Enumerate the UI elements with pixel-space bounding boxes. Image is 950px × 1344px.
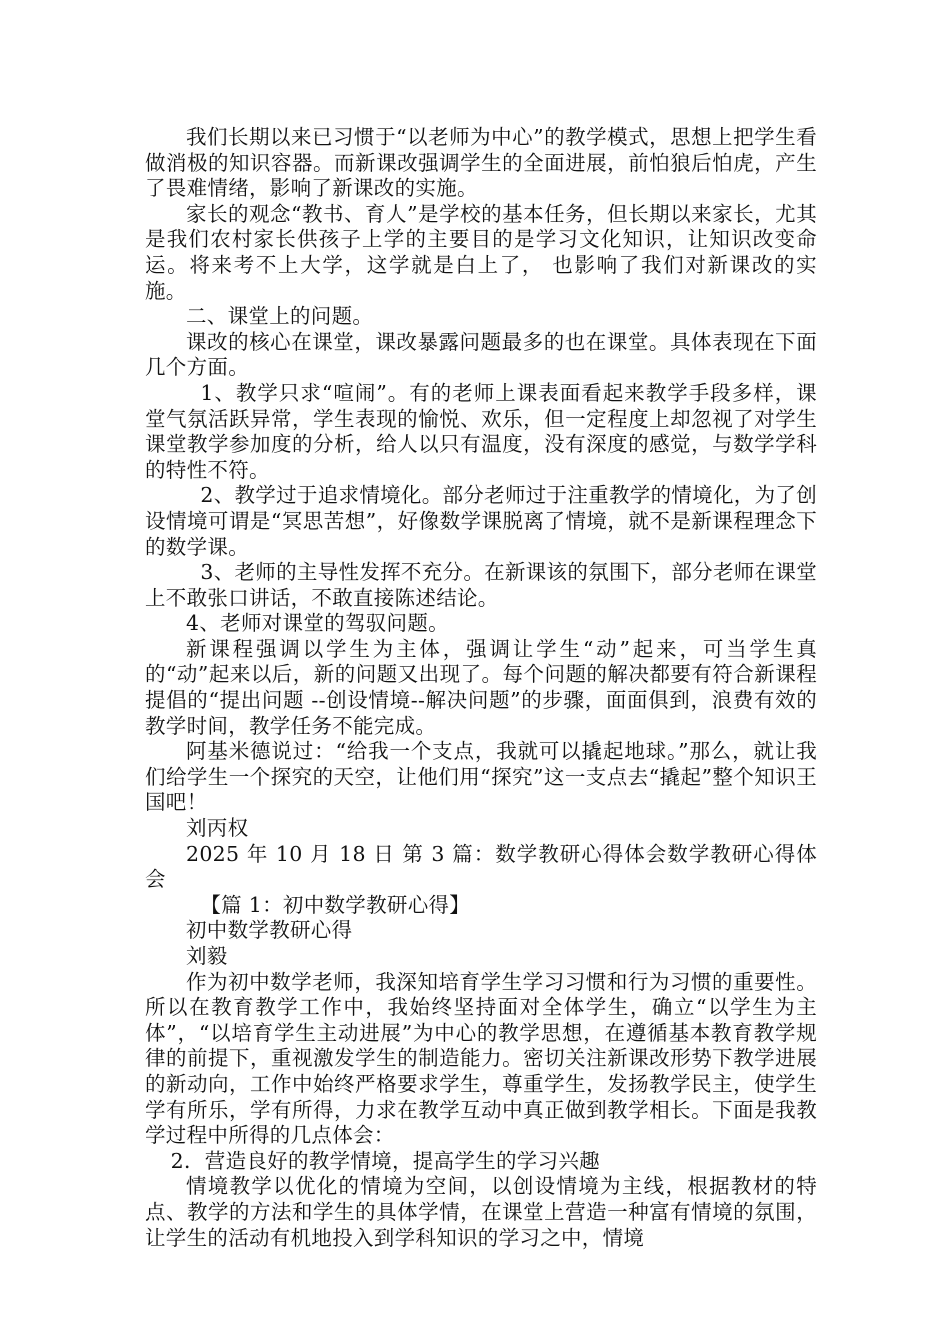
list-item-3: 3、老师的主导性发挥不充分。在新课该的氛围下，部分老师在课堂上不敢张口讲话，不敢直接陈述结论。 [145,560,817,610]
list-item-2: 2、教学过于追求情境化。部分老师过于注重教学的情境化，为了创设情境可谓是“冥思苦想”，好像数学课脱离了情境，就不是新课程理念下的数学课。 [145,483,817,559]
paragraph-situational-teaching: 情境教学以优化的情境为空间，以创设情境为主线，根据教材的特点、教学的方法和学生的具体学情，在课堂上营造一种富有情境的氛围，让学生的活动有机地投入到学科知识的学习之中，情境 [145,1174,817,1250]
paragraph-classroom-core: 课改的核心在课堂，课改暴露问题最多的也在课堂。具体表现在下面几个方面。 [145,329,817,380]
paragraph-intro: 作为初中数学老师，我深知培育学生学习习惯和行为习惯的重要性。所以在教育教学工作中，我始终坚持面对全体学生，确立“以学生为主体”，“以培育学生主动进展”为中心的教学思想，在遵循基本教育教学规律的前提下，重视激发学生的制造能力。密切关注新课改形势下教学进展的新动向，工作中始终严格要求学生，尊重学生，发扬教学民主，使学生学有所乐，学有所得，力求在教学互动中真正做到教学相长。下面是我教学过程中所得的几点体会： [145,969,817,1148]
author-name-2: 刘毅 [186,944,228,968]
list-item-4: 4、老师对课堂的驾驭问题。 [186,611,449,636]
paragraph-teacher-centered: 我们长期以来已习惯于“以老师为中心”的教学模式，思想上把学生看做消极的知识容器。而新课改强调学生的全面进展，前怕狼后怕虎，产生了畏难情绪，影响了新课改的实施。 [145,125,817,201]
paragraph-student-centered: 新课程强调以学生为主体，强调让学生“动”起来，可当学生真的“动”起来以后，新的问题又出现了。每个问题的解决都要有符合新课程提倡的“提出问题 --创设情境--解决问题”的步骤，面面俱到，浪费有效的教学时间，教学任务不能完成。 [145,636,817,738]
section-heading-1: 【篇 1：初中数学教研心得】 [200,892,471,917]
date-and-section-title: 2025 年 10 月 18 日 第 3 篇：数学教研心得体会数学教研心得体会 [145,841,817,892]
document-body [145,125,817,1251]
paragraph-archimedes-quote: 阿基米德说过：“给我一个支点，我就可以撬起地球。”那么，就让我们给学生一个探究的天空，让他们用“探究”这一支点去“撬起”整个知识王国吧！ [145,739,817,815]
paragraph-parent-views: 家长的观念“教书、育人”是学校的基本任务，但长期以来家长，尤其是我们农村家长供孩子上学的主要目的是学习文化知识，让知识改变命运。将来考不上大学，这学就是白上了， 也影响了我们对新课改的实施。 [145,201,817,303]
heading-classroom-problems: 二、课堂上的问题。 [186,304,374,329]
list-item-1: 1、教学只求“喧闹”。有的老师上课表面看起来教学手段多样，课堂气氛活跃异常，学生表现的愉悦、欢乐，但一定程度上却忽视了对学生课堂教学参加度的分析，给人以只有温度，没有深度的感觉，与数学学科的特性不符。 [145,380,817,482]
subheading-teaching-context: 2．营造良好的教学情境，提高学生的学习兴趣 [170,1148,600,1173]
article-title: 初中数学教研心得 [186,918,353,943]
author-name-1: 刘丙权 [186,816,249,841]
